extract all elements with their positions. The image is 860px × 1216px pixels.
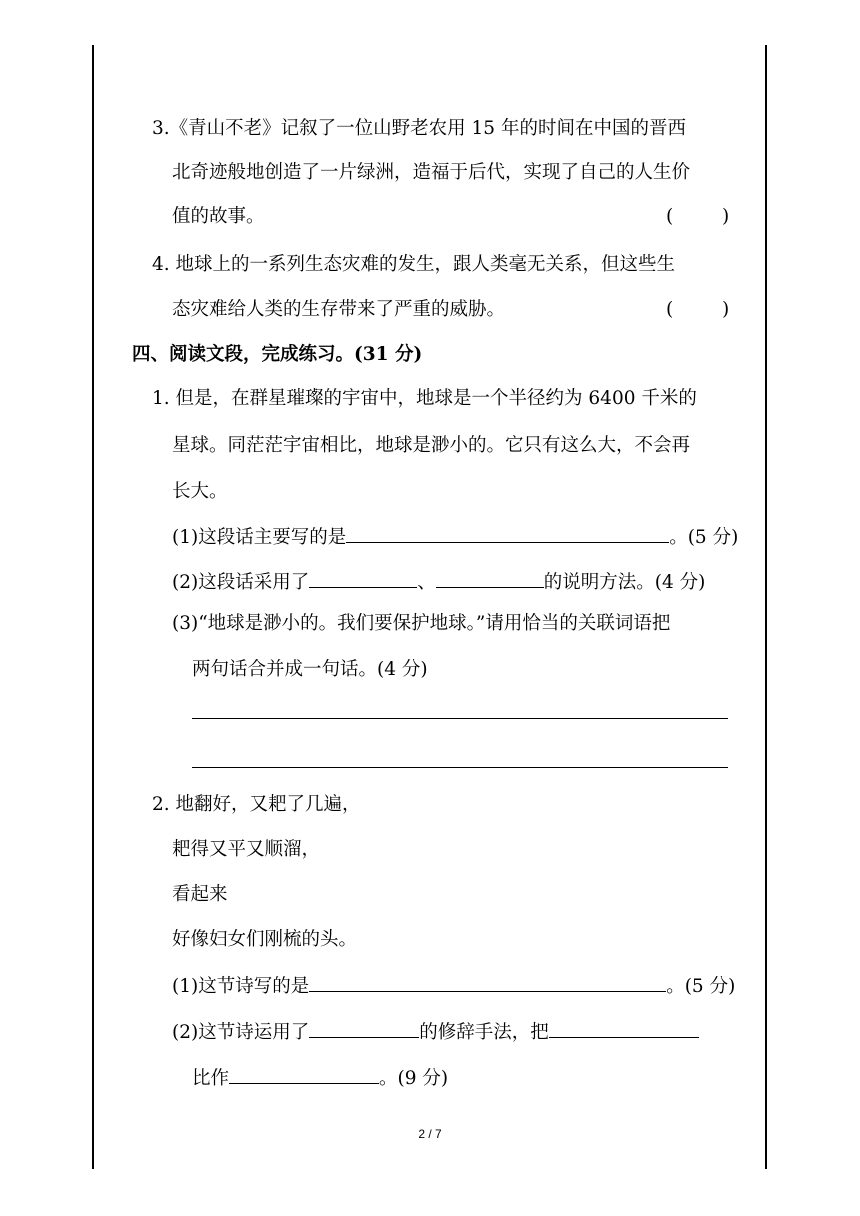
p2-question-2-line-2 [192,1063,448,1092]
p1-question-3-line-1: (3)“地球是渺小的。我们要保护地球。”请用恰当的关联词语把 [172,613,671,634]
p1-question-2 [172,567,705,596]
p2-q2-mid: 的修辞手法，把 [419,1022,549,1043]
p2-q2-answer-blank-1[interactable] [309,1017,419,1038]
p2-q2-answer-blank-3[interactable] [229,1063,379,1084]
p2-q2-prefix: (2)这节诗运用了 [172,1022,310,1043]
q4-answer-paren-open: ( [666,299,674,320]
q3-line-1: 3.《青山不老》记叙了一位山野老农用 15 年的时间在中国的晋西 [152,118,686,139]
p2-q1-prefix: (1)这节诗写的是 [172,976,310,997]
p2-q2-line2-prefix: 比作 [192,1068,230,1089]
passage2-line-4: 好像妇女们刚梳的头。 [172,929,358,950]
q4-line-1: 4. 地球上的一系列生态灾难的发生，跟人类毫无关系，但这些生 [152,254,676,275]
p2-question-1 [172,971,735,1000]
p2-question-2-line-1 [172,1017,699,1046]
q3-line-3: 值的故事。 [172,206,265,227]
p2-q2-answer-blank-2[interactable] [549,1017,699,1038]
q3-answer-paren-open: ( [666,206,674,227]
p1-q2-suffix: 的说明方法。(4 分) [543,572,706,593]
p1-question-3-line-2: 两句话合并成一句话。(4 分) [192,659,428,680]
q4-answer-paren-close: ) [722,299,730,320]
passage1-line-2: 星球。同茫茫宇宙相比，地球是渺小的。它只有这么大，不会再 [172,435,691,456]
q3-line-2: 北奇迹般地创造了一片绿洲，造福于后代，实现了自己的人生价 [172,162,691,183]
p2-q1-answer-blank[interactable] [309,971,666,992]
page-number: 2 / 7 [418,1127,442,1141]
p1-q3-answer-line-2[interactable] [192,767,728,768]
passage2-line-3: 看起来 [172,884,228,905]
p1-q1-suffix: 。(5 分) [669,527,739,548]
p1-q2-answer-blank-2[interactable] [436,567,544,588]
passage1-line-3: 长大。 [172,481,228,502]
passage2-line-2: 耙得又平又顺溜， [172,839,321,860]
passage2-line-1: 2. 地翻好，又耙了几遍， [152,794,361,815]
q4-line-2: 态灾难给人类的生存带来了严重的威胁。 [172,299,506,320]
p2-q1-suffix: 。(5 分) [666,976,736,997]
p1-q2-answer-blank-1[interactable] [309,567,417,588]
p1-q1-answer-blank[interactable] [346,522,669,543]
p1-q3-answer-line-1[interactable] [192,718,728,719]
p1-q2-prefix: (2)这段话采用了 [172,572,310,593]
p2-q2-line2-suffix: 。(9 分) [379,1068,449,1089]
section-heading: 四、阅读文段，完成练习。(31 分) [132,344,423,365]
p1-question-1 [172,522,738,551]
p1-q2-sep: 、 [417,572,436,593]
q3-answer-paren-close: ) [722,206,730,227]
p1-q1-prefix: (1)这段话主要写的是 [172,527,347,548]
passage1-line-1: 1. 但是，在群星璀璨的宇宙中，地球是一个半径约为 6400 千米的 [152,388,697,409]
